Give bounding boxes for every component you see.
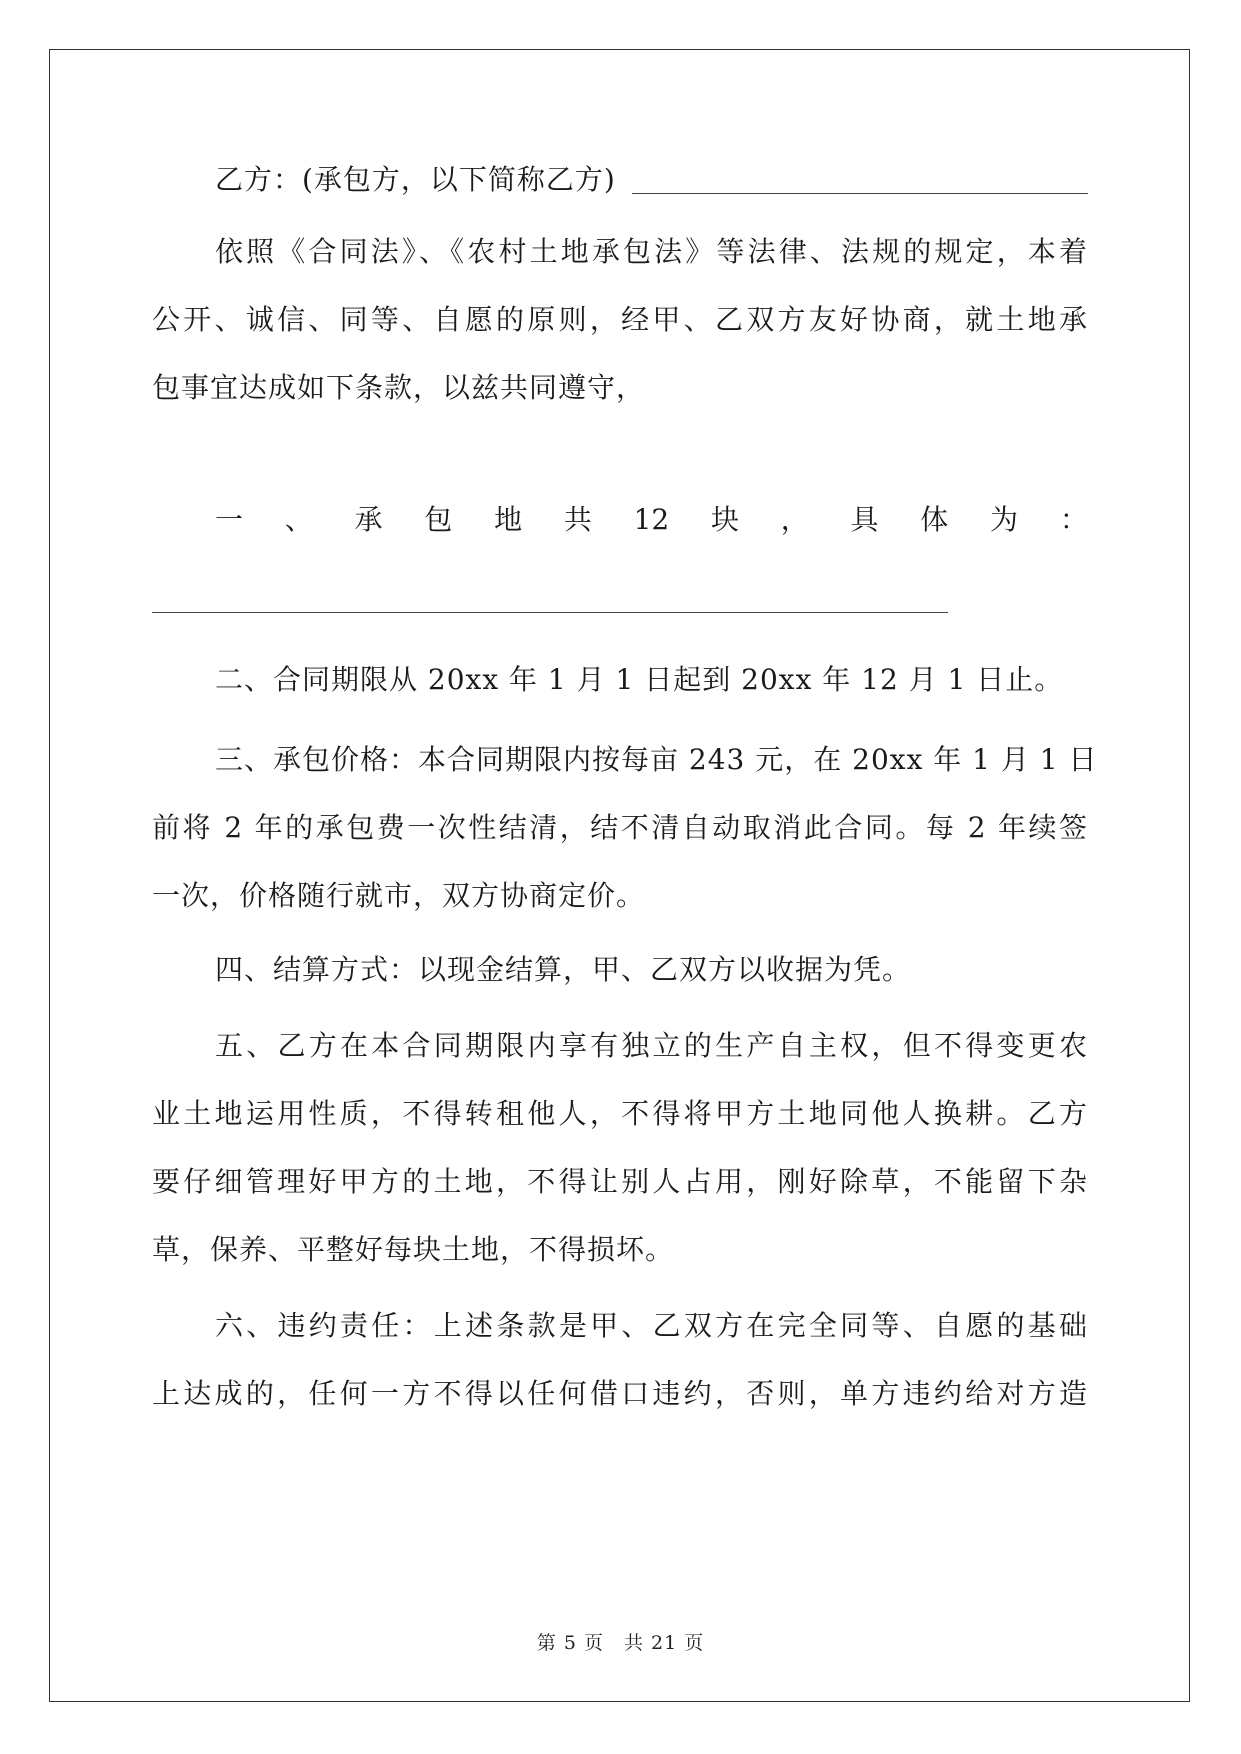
clause-5-line-2: 业土地运用性质，不得转租他人，不得将甲方土地同他人换耕。乙方 (152, 1097, 1088, 1130)
clause-1-token: 共 (563, 503, 592, 536)
clause-1-blank (152, 612, 948, 613)
intro-line-3: 包事宜达成如下条款，以兹共同遵守， (152, 371, 646, 404)
clause-1-token: 一 (215, 503, 244, 536)
clause-3-line-2: 前将 2 年的承包费一次性结清，结不清自动取消此合同。每 2 年续签 (152, 811, 1088, 844)
clause-6-line-2: 上达成的，任何一方不得以任何借口违约，否则，单方违约给对方造 (152, 1377, 1088, 1410)
clause-4: 四、结算方式：以现金结算，甲、乙双方以收据为凭。 (215, 953, 912, 986)
clause-1-token: 、 (284, 503, 313, 536)
clause-1-token: 地 (494, 503, 523, 536)
party-b-line: 乙方：(承包方，以下简称乙方) (215, 163, 616, 196)
party-b-blank (632, 193, 1088, 194)
clause-1-token: ， (780, 503, 809, 536)
clause-1-token: 体 (920, 503, 949, 536)
clause-1-token: 具 (850, 503, 879, 536)
intro-line-1: 依照《合同法》、《农村土地承包法》等法律、法规的规定，本着 (215, 235, 1088, 268)
clause-1-token: 承 (354, 503, 383, 536)
clause-1-token: 为 (990, 503, 1019, 536)
clause-5-line-4: 草，保养、平整好每块土地，不得损坏。 (152, 1233, 675, 1266)
clause-1-token: 块 (710, 503, 739, 536)
clause-5-line-3: 要仔细管理好甲方的土地，不得让别人占用，刚好除草，不能留下杂 (152, 1165, 1088, 1198)
clause-1-token: 包 (424, 503, 453, 536)
clause-1-token: ： (1059, 503, 1088, 536)
clause-3-line-3: 一次，价格随行就市，双方协商定价。 (152, 879, 646, 912)
clause-5-line-1: 五、乙方在本合同期限内享有独立的生产自主权，但不得变更农 (215, 1029, 1088, 1062)
clause-1-line (215, 500, 1088, 540)
clause-3-line-1: 三、承包价格：本合同期限内按每亩 243 元，在 20xx 年 1 月 1 日 (215, 743, 1098, 776)
clause-1-token: 12 (633, 503, 670, 536)
clause-2: 二、合同期限从 20xx 年 1 月 1 日起到 20xx 年 12 月 1 日止。 (215, 663, 1064, 696)
clause-6-line-1: 六、违约责任：上述条款是甲、乙双方在完全同等、自愿的基础 (215, 1309, 1088, 1342)
intro-line-2: 公开、诚信、同等、自愿的原则，经甲、乙双方友好协商，就土地承 (152, 303, 1088, 336)
page-number: 第 5 页 共 21 页 (536, 1632, 705, 1654)
